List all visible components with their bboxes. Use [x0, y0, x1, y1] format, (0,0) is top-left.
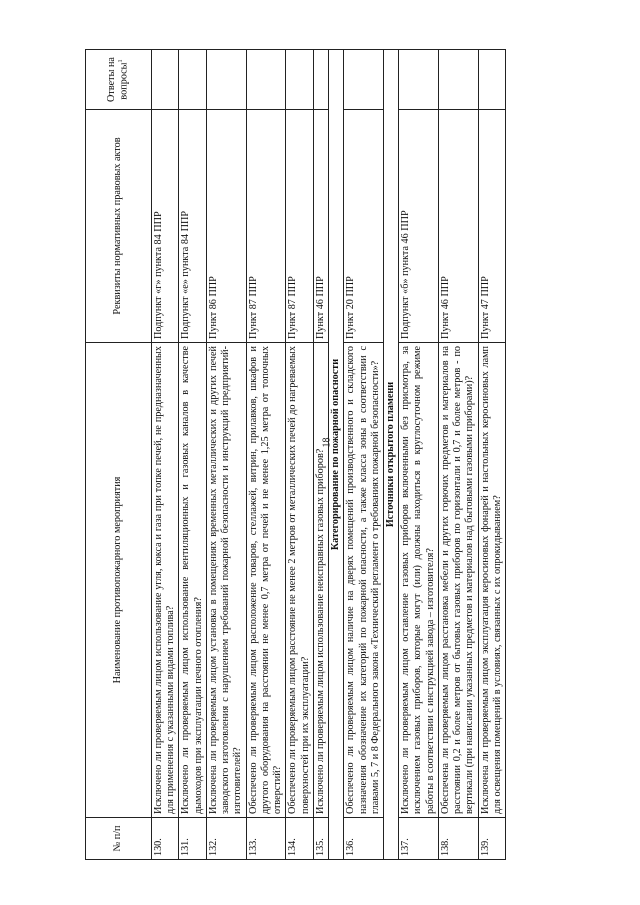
row-requisite: Пункт 87 ППР	[286, 110, 313, 343]
row-measure: Обеспечено ли проверяемым лицом наличие на дверях помещений производственного и складского назначения обозначение их категорий по пожарной опасности, а также класса зоны в соответствии с главами 5, 7 и 8 Федерального закона «Технический регламент о требованиях пожарной безопасности»?	[344, 343, 384, 818]
table-row	[152, 50, 179, 860]
table-row	[206, 50, 246, 860]
row-answer	[438, 50, 478, 110]
row-measure: Исключено ли проверяемым лицом использование угля, кокса и газа при топке печей, не предназначенных для применения с указанными видами топлива?	[152, 343, 179, 818]
row-measure: Исключено ли проверяемым лицом оставление газовых приборов включенными без присмотра, за исключением газовых приборов, которые могут (или) должны находиться в круглосуточном режиме работы в соответствии с инструкцией завода – изготовителя?	[399, 343, 439, 818]
row-requisite: Подпункт «г» пункта 84 ППР	[152, 110, 179, 343]
rotated-table-container	[85, 50, 625, 860]
row-measure: Исключена ли проверяемым лицом установка в помещениях временных металлических и других печей заводского изготовления с нарушением требований пожарной безопасности и инструкций предприятий-изготовителей?	[206, 343, 246, 818]
row-measure: Обеспечено ли проверяемым лицом расстояние не менее 2 метров от металлических печей до нагреваемых поверхностей при их эксплуатации?	[286, 343, 313, 818]
row-answer	[152, 50, 179, 110]
row-requisite: Пункт 46 ППР	[438, 110, 478, 343]
row-number: 134.	[286, 818, 313, 860]
row-answer	[313, 50, 328, 110]
section-heading-row	[329, 50, 344, 860]
section-heading: Источники открытого пламени	[383, 50, 398, 860]
section-heading: Категорирование по пожарной опасности	[329, 50, 344, 860]
row-measure: Исключена ли проверяемым лицом эксплуатация керосиновых фонарей и настольных керосиновых ламп для освещения помещений в условиях, связанных с их опрокидыванием?	[478, 343, 505, 818]
row-answer	[206, 50, 246, 110]
table-row	[399, 50, 439, 860]
row-number: 136.	[344, 818, 384, 860]
row-number: 138.	[438, 818, 478, 860]
row-number: 130.	[152, 818, 179, 860]
row-requisite: Пункт 46 ППР	[313, 110, 328, 343]
table-row	[478, 50, 505, 860]
row-number: 137.	[399, 818, 439, 860]
table-row	[313, 50, 328, 860]
row-measure: Исключено ли проверяемым лицом использование вентиляционных и газовых каналов в качестве дымоходов при эксплуатации печного отопления?	[179, 343, 206, 818]
row-requisite: Пункт 20 ППР	[344, 110, 384, 343]
row-number: 135.	[313, 818, 328, 860]
row-answer	[286, 50, 313, 110]
row-measure: Исключено ли проверяемым лицом использование неисправных газовых приборов?	[313, 343, 328, 818]
header-answers-label: Ответы на вопросы	[106, 57, 130, 102]
header-answers	[86, 50, 152, 110]
row-measure: Обеспечено ли проверяемым лицом расположение товаров, стеллажей, витрин, прилавков, шкафов и другого оборудования на расстоянии не менее 0,7 метра от печей и не менее 1,25 метра от топочных отверстий?	[246, 343, 286, 818]
table-row	[286, 50, 313, 860]
header-answers-footnote: 1	[118, 59, 125, 63]
fire-safety-checklist-table	[85, 49, 506, 860]
row-requisite: Подпункт «б» пункта 46 ППР	[399, 110, 439, 343]
section-heading-row	[383, 50, 398, 860]
table-row	[438, 50, 478, 860]
page-number: 18	[321, 437, 333, 448]
row-number: 132.	[206, 818, 246, 860]
header-name: Наименование противопожарного мероприятия	[86, 343, 152, 818]
row-number: 131.	[179, 818, 206, 860]
row-requisite: Подпункт «е» пункта 84 ППР	[179, 110, 206, 343]
row-requisite: Пункт 86 ППР	[206, 110, 246, 343]
row-requisite: Пункт 47 ППР	[478, 110, 505, 343]
row-answer	[246, 50, 286, 110]
row-answer	[399, 50, 439, 110]
row-number: 139.	[478, 818, 505, 860]
row-requisite: Пункт 87 ППР	[246, 110, 286, 343]
row-answer	[478, 50, 505, 110]
row-answer	[344, 50, 384, 110]
row-measure: Обеспечена ли проверяемым лицом расстановка мебели и других горючих предметов и материалов на расстоянии 0,2 и более метров от бытовых газовых приборов по горизонтали и 0,7 и более метров - по вертикали (при нависании указанных предметов и материалов над бытовыми газовыми приборами)?	[438, 343, 478, 818]
header-requisites: Реквизиты нормативных правовых актов	[86, 110, 152, 343]
header-num: № п/п	[86, 818, 152, 860]
table-row	[246, 50, 286, 860]
row-number: 133.	[246, 818, 286, 860]
table-row	[344, 50, 384, 860]
table-row	[179, 50, 206, 860]
row-answer	[179, 50, 206, 110]
